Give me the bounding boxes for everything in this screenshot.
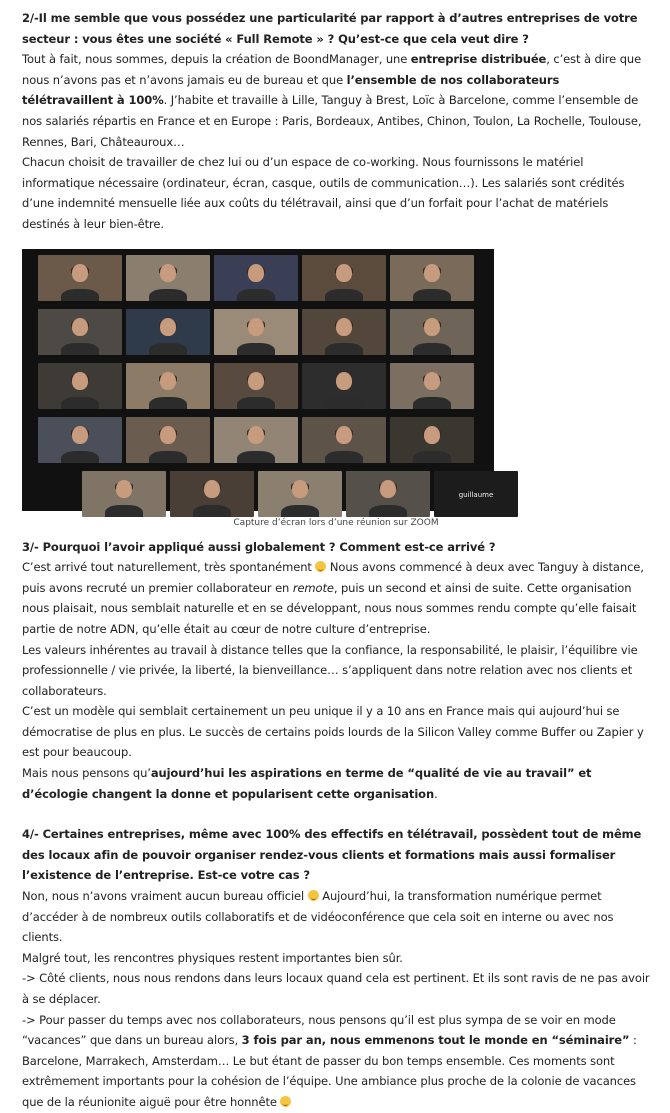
video-tile: [214, 417, 298, 463]
smile-emoji-icon: [280, 1096, 291, 1107]
video-tile: [126, 309, 210, 355]
answer-2-paragraph-2: Chacun choisit de travailler de chez lui ou d’un espace de co-working. Nous fournissons le matériel informatique nécessaire (ordinateur, écran, casque, outils de communication…). Les salariés sont crédités d’une indemnité mensuelle liée aux coûts du télétravail, ainsi que d’un forfait pour l’achat de matériels destinés à leur bien-être.: [22, 155, 625, 231]
video-tile: [302, 363, 386, 409]
video-tile: [214, 363, 298, 409]
answer-4-paragraph-1: Non, nous n’avons vraiment aucun bureau officiel Aujourd’hui, la transformation numérique permet d’accéder à de nombreux outils collaboratifs et de vidéoconférence que cela soit en interne ou avec nos clients.: [22, 889, 614, 945]
video-tile: [170, 471, 254, 517]
video-tile: [38, 417, 122, 463]
video-tile: [390, 255, 474, 301]
question-4-heading: 4/- Certaines entreprises, même avec 100% des effectifs en télétravail, possèdent tout de même des locaux afin de pouvoir organiser rendez-vous clients et formations mais aussi formaliser l’existence de l’entreprise. Est-ce votre cas ?: [22, 827, 642, 883]
answer-4-paragraph-4: -> Pour passer du temps avec nos collaborateurs, nous pensons qu’il est plus sympa de se voir en mode “vacances” que dans un bureau alors, 3 fois par an, nous emmenons tout le monde en “séminaire” : Barcelone, Marrakech, Amsterdam… Le but étant de passer du bon temps ensemble. Ces moments sont extrêmement importants pour la cohésion de l’équipe. Une ambiance plus proche de la colonie de vacances que de la réunionite aiguë pour être honnête: [22, 1012, 637, 1109]
figure-caption: Capture d’écran lors d’une réunion sur ZOOM: [233, 517, 439, 528]
video-tile: [390, 309, 474, 355]
answer-3-paragraph-1: C’est arrivé tout naturellement, très spontanément Nous avons commencé à deux avec Tanguy à distance, puis avons recruté un premier collaborateur en remote, puis un second et ainsi de suite. Cette organisation nous plaisait, nous semblait naturelle et en se développant, nous nous sommes rendu compte qu’elle faisait partie de notre ADN, qu’elle était au cœur de notre culture d’entreprise.: [22, 560, 644, 636]
video-tile: [82, 471, 166, 517]
video-tile: [38, 363, 122, 409]
answer-4-paragraph-2: Malgré tout, les rencontres physiques restent importantes bien sûr.: [22, 950, 403, 965]
answer-3-paragraph-4: Mais nous pensons qu’aujourd’hui les aspirations en terme de “qualité de vie au travail” et d’écologie changent la donne et popularisent cette organisation.: [22, 766, 592, 801]
video-tile: [126, 417, 210, 463]
participant-name-label: guillaume: [458, 490, 494, 499]
question-2-heading: 2/-Il me semble que vous possédez une particularité par rapport à d’autres entreprises de votre secteur : vous êtes une société « Full Remote » ? Qu’est-ce que cela veut dire ?: [22, 11, 638, 46]
video-tile: [346, 471, 430, 517]
article-content: [22, 8, 650, 1113]
video-tile: [214, 255, 298, 301]
video-tile: [390, 417, 474, 463]
video-tile: [302, 309, 386, 355]
video-tile: [126, 363, 210, 409]
video-tile: [126, 255, 210, 301]
answer-2-paragraph-1: Tout à fait, nous sommes, depuis la création de BoondManager, une entreprise distribuée, c’est à dire que nous n’avons pas et n’avons jamais eu de bureau et que l’ensemble de nos collaborateurs télétravaillent à 100%. J’habite et travaille à Lille, Tanguy à Brest, Loïc à Barcelone, comme l’ensemble de nos salariés répartis en France et en Europe : Paris, Bordeaux, Antibes, Chinon, Toulon, La Rochelle, Toulouse, Rennes, Bari, Châteauroux…: [22, 52, 642, 149]
answer-3-paragraph-3: C’est un modèle qui semblait certainement un peu unique il y a 10 ans en France mais qui aujourd’hui se démocratise de plus en plus. Le succès de certains poids lourds de la Silicon Valley comme Buffer ou Zapier y est pour beaucoup.: [22, 704, 644, 760]
answer-4-paragraph-3: -> Côté clients, nous nous rendons dans leurs locaux quand cela est pertinent. Et ils sont ravis de ne pas avoir à se déplacer.: [22, 971, 650, 1006]
question-3-heading: 3/- Pourquoi l’avoir appliqué aussi globalement ? Comment est-ce arrivé ?: [22, 539, 496, 554]
video-tile: [214, 309, 298, 355]
video-tile: [258, 471, 342, 517]
video-tile: [38, 255, 122, 301]
video-tile: [302, 417, 386, 463]
video-tile: [38, 309, 122, 355]
video-tile: [302, 255, 386, 301]
wink-emoji-icon: [315, 561, 326, 572]
zoom-meeting-screenshot: [22, 249, 494, 511]
zoom-screenshot-figure: [22, 249, 650, 531]
video-tile: [390, 363, 474, 409]
wink-emoji-icon: [308, 890, 319, 901]
answer-3-paragraph-2: Les valeurs inhérentes au travail à distance telles que la confiance, la responsabilité, le plaisir, l’équilibre vie professionnelle / vie privée, la liberté, la bienveillance… s’appliquent dans notre relation avec nos clients et collaborateurs.: [22, 642, 638, 698]
video-tile-camera-off: [434, 471, 518, 517]
